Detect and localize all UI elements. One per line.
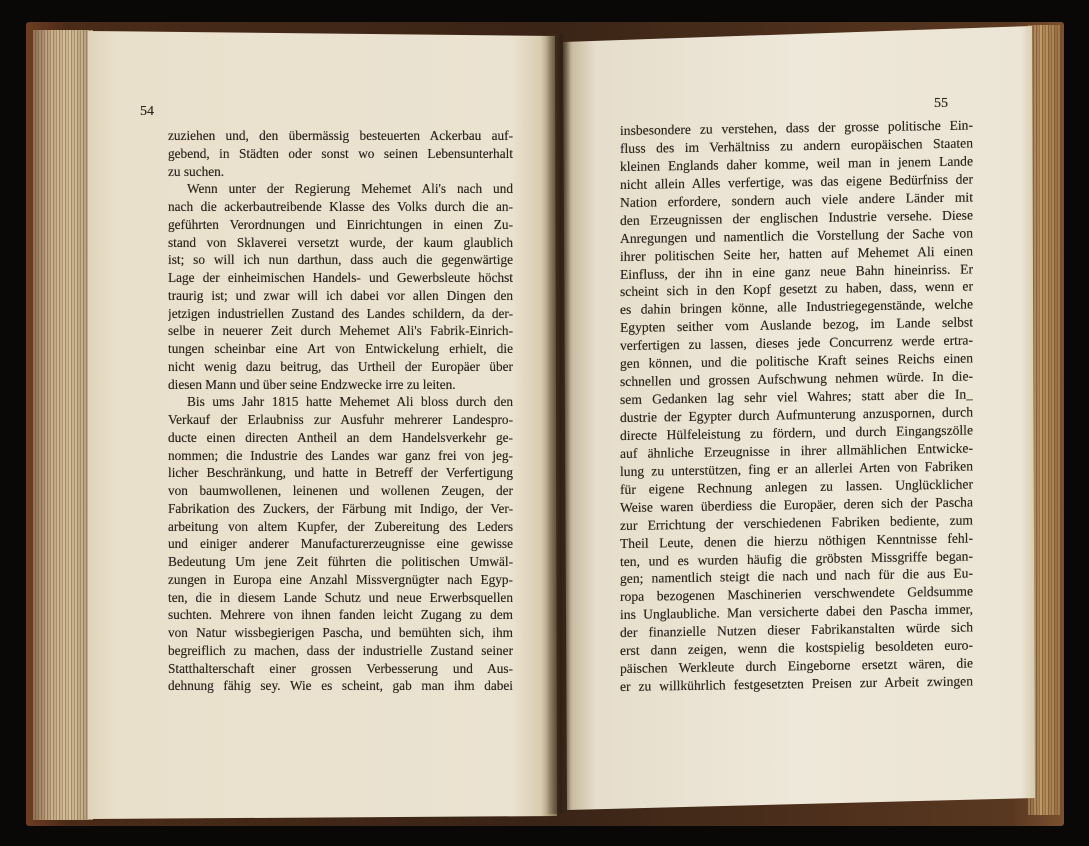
text-line: ins Unglaubliche. Man versicherte dabei den Pascha immer,: [620, 601, 973, 623]
text-line: arbeitung von altem Kupfer, der Zubereitung des Leders: [168, 518, 513, 534]
text-line: diesen Mann und über seine Endzwecke irre zu leiten.: [168, 376, 456, 392]
text-line: stand von Sklaverei versetzt wurde, der kaum glaublich: [168, 234, 513, 250]
gutter-shadow: [546, 34, 570, 814]
text-line: sem Gedanken lag sehr viel Wahres; statt aber die In_: [620, 386, 973, 408]
text-line: Fabrikation des Zuckers, der Färbung mit Indigo, der Ver-: [168, 500, 513, 516]
right-page-number: 55: [934, 96, 948, 111]
text-line: zur Errichtung der verschiedenen Fabriken bediente, zum: [620, 512, 973, 533]
text-line: suchten. Mehrere von ihnen fanden leicht Zugang zu dem: [168, 607, 513, 623]
text-line: ropa bezogenen Maschinerien verschwendete Geldsumme: [620, 583, 973, 605]
text-line: zungen in Europa eine Anzahl Missvergnügter nach Egyp-: [168, 571, 513, 587]
text-line: directe Hülfeleistung zu fördern, und durch Eingangszölle: [620, 422, 973, 443]
text-line: dehnung fähig sey. Wie es scheint, gab man ihm dabei: [168, 678, 513, 694]
text-line: gen können, und die politische Kraft seines Reichs einen: [620, 350, 973, 372]
text-line: jetzigen industriellen Zustand des Landes schildern, da der-: [168, 305, 513, 321]
text-line: Theil Leute, denen die hierzu nöthigen Kenntnisse fehl-: [620, 530, 973, 551]
text-line: zu suchen.: [168, 163, 225, 179]
text-line: tungen scheinbar eine Art von Entwickelung erhielt, die: [168, 341, 513, 356]
text-line: der finanzielle Nutzen dieser Fabrikanstalten würde sich: [620, 619, 973, 641]
text-line: Wenn unter der Regierung Mehemet Ali's nach und: [187, 181, 513, 197]
text-line: und einiger anderer Manufacturerzeugnisse eine gewisse: [168, 536, 513, 552]
text-line: insbesondere zu verstehen, dass der grosse politische Ein-: [620, 117, 973, 138]
text-line: Verkauf der Erlaubniss zur Ausfuhr mehrerer Landespro-: [168, 412, 513, 427]
text-line: erst dann zeigen, wenn die kostspielig besoldeten euro-: [620, 637, 973, 659]
text-line: päischen Werkleute durch Eingeborne ersetzt wären, die: [620, 655, 973, 677]
text-line: ihrer politischen Seite her, hatten auf Mehemet Ali einen: [620, 243, 973, 264]
text-line: ten, die in diesem Lande Schutz und neue Erwerbsquellen: [168, 589, 513, 605]
text-line: für eigene Rechnung anlegen zu lassen. Unglücklicher: [620, 476, 973, 497]
text-line: fluss des im Verhältniss zu andern europäischen Staaten: [620, 135, 973, 156]
text-line: den Erzeugnissen der englischen Industrie versehe. Diese: [620, 207, 973, 228]
text-line: auf ähnliche Erzeugnisse in ihrer allmählichen Entwicke-: [620, 440, 973, 461]
text-line: von Natur wissbegierigen Pascha, und bemühten sich, ihm: [168, 625, 513, 640]
text-line: dustrie der Egypter durch Aufmunterung anzuspornen, durch: [620, 404, 973, 425]
text-line: ten, und es wurden häufig die gröbsten Missgriffe began-: [620, 547, 973, 569]
text-line: licher Beschränkung, und hatte in Betreff der Verfertigung: [168, 465, 513, 481]
text-line: gebend, in Städten oder sonst wo seinen Lebensunterhalt: [168, 145, 513, 161]
text-line: scheint sich in den Kopf gesetzt zu haben, dass, wenn er: [620, 278, 973, 300]
text-line: geführten Verordnungen und Einrichtungen in einen Zu-: [168, 216, 513, 232]
text-line: nicht allein Alles verfertige, was das eigene Bedürfniss der: [620, 171, 973, 192]
text-line: Statthalterschaft einer grossen Verbesserung und Aus-: [168, 660, 513, 676]
text-line: nicht wenig dazu beitrug, das Urtheil der Europäer über: [168, 358, 513, 374]
text-line: von baumwollenen, leinenen und wollenen Zeugen, der: [168, 483, 513, 498]
text-line: Egypten seither vom Auslande bezog, im Lande selbst: [620, 314, 973, 336]
text-line: Weise waren überdiess die Europäer, deren sich der Pascha: [620, 494, 973, 515]
text-line: ist; so will ich nun darthun, dass auch die gegenwärtige: [168, 252, 513, 268]
text-line: nommen; die Industrie des Landes war ganz frei von jeg-: [168, 447, 513, 463]
text-line: selbe in neuerer Zeit durch Mehemet Ali's Fabrik-Einrich-: [168, 323, 513, 339]
text-line: Lage der einheimischen Handels- und Gewerbsleute höchst: [168, 270, 513, 285]
left-page-number: 54: [140, 104, 154, 119]
text-line: Bedeutung Um jene Zeit führten die politischen Umwäl-: [168, 554, 513, 569]
text-line: Nation erfordere, sondern auch viele andere Länder mit: [620, 189, 973, 210]
text-line: gen; namentlich steigt die nach und nach für die aus Eu-: [620, 565, 973, 587]
text-line: Einfluss, der ihn in eine ganz neue Bahn hineinriss. Er: [620, 260, 973, 282]
text-line: schnellen und grossen Aufschwung nehmen würde. In die-: [620, 368, 973, 390]
left-page-text: [168, 127, 513, 695]
text-line: traurig ist; und zwar will ich dabei vor allen Dingen den: [168, 287, 513, 303]
text-line: begreiflich zu machen, dass der industrielle Zustand seiner: [168, 642, 513, 658]
right-page-text: [620, 116, 973, 696]
text-line: er zu willkührlich festgesetzten Preisen zur Arbeit zwingen: [620, 673, 973, 695]
text-line: verfertigen zu lassen, dieses jede Concurrenz werde ertra-: [620, 332, 973, 354]
text-line: ducte einen directen Antheil an dem Handelsverkehr ge-: [168, 429, 513, 445]
text-line: zuziehen und, den übermässig besteuerten Ackerbau auf-: [168, 128, 513, 143]
text-line: Anregungen und namentlich die Vorstellung der Sache von: [620, 225, 973, 246]
text-line: Bis ums Jahr 1815 hatte Mehemet Ali bloss durch den: [187, 394, 513, 410]
text-line: nach die ackerbautreibende Klasse des Volks durch die an-: [168, 199, 513, 214]
text-line: lung zu unterstützen, fing er an allerlei Arten von Fabriken: [620, 458, 973, 479]
text-line: kleinen Englands daher komme, weil man in jenem Lande: [620, 153, 973, 174]
text-line: es dahin bringen könne, alle Industriegegenstände, welche: [620, 296, 973, 318]
